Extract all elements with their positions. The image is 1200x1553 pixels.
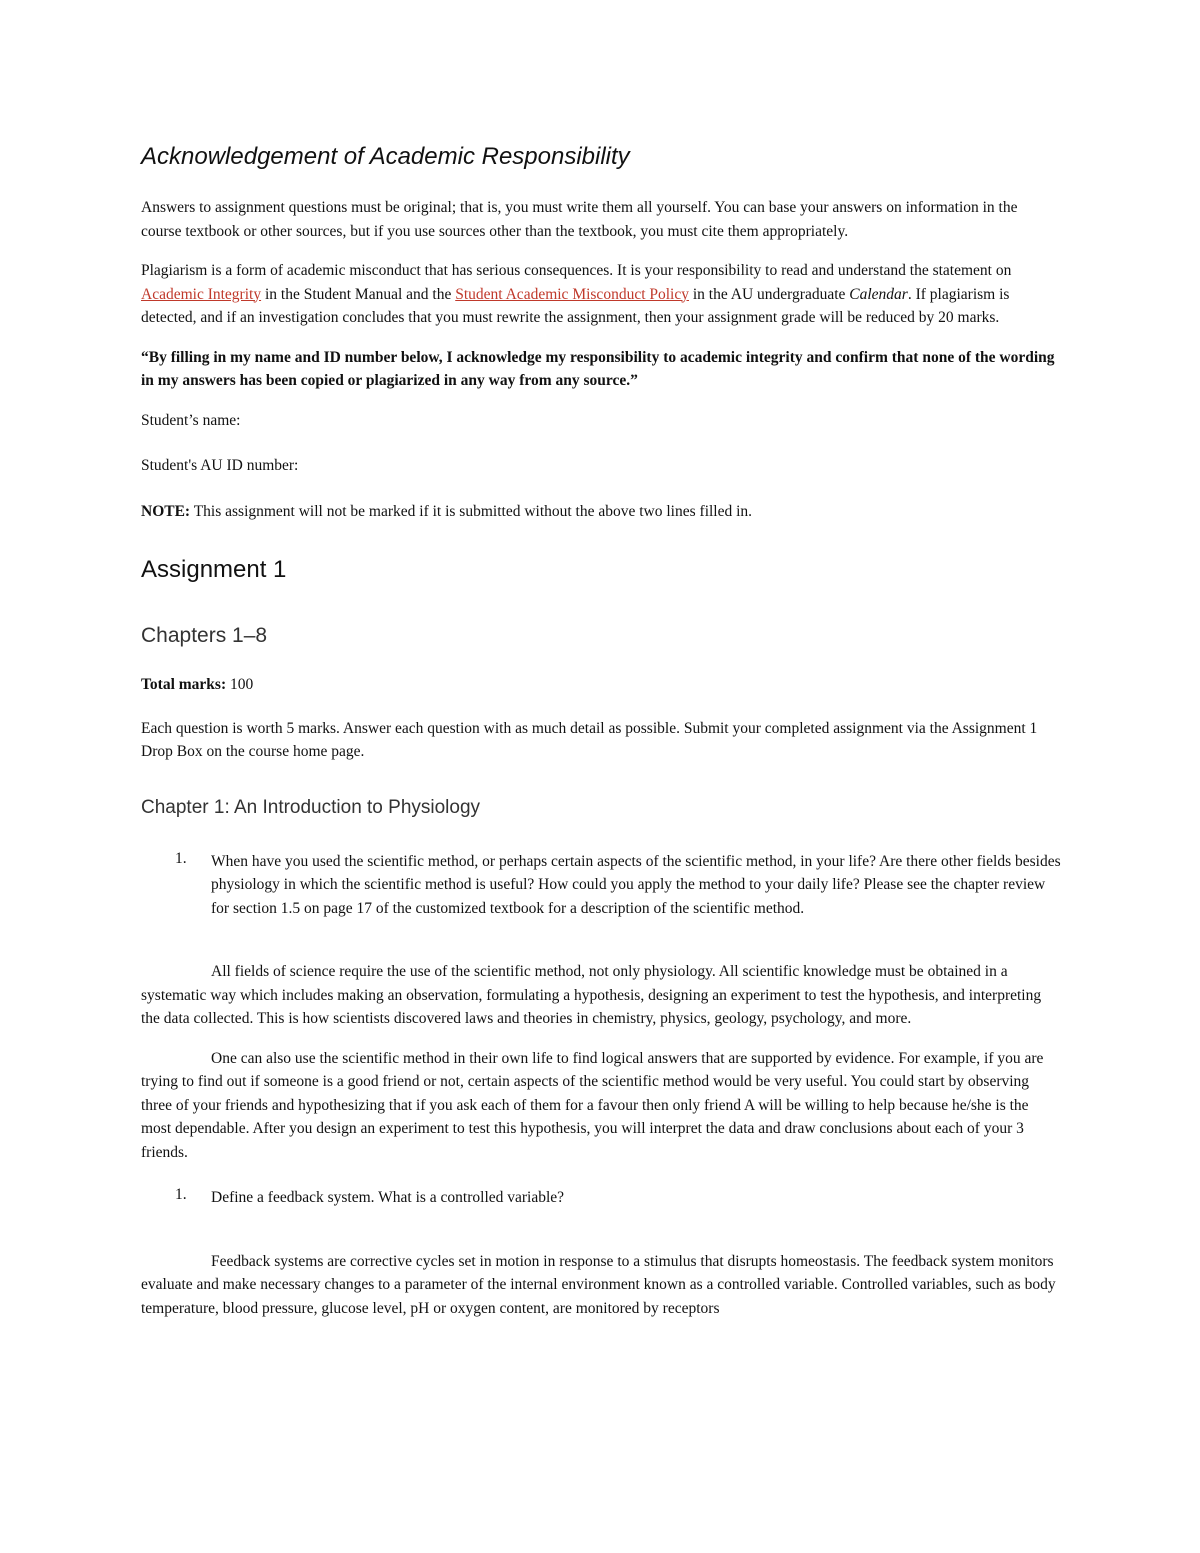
plagiarism-paragraph	[141, 259, 1061, 330]
plagiarism-text-d: . If plagiarism is detected, and if an investigation concludes that you must rewrite the assignment, then your assignment grade will be reduced by 20 marks.	[141, 285, 1010, 326]
assignment-title: Assignment 1	[141, 556, 287, 583]
question-2	[141, 1186, 1061, 1210]
assignment-instructions: Each question is worth 5 marks. Answer each question with as much detail as possible. Submit your completed assignment via the Assignment 1 Drop Box on the course home page.	[141, 719, 1038, 760]
note-label: NOTE:	[141, 502, 191, 520]
note-paragraph	[141, 500, 1061, 524]
question-1-number: 1.	[175, 849, 187, 867]
acknowledgement-heading: Acknowledgement of Academic Responsibility	[141, 143, 630, 170]
document-body	[141, 140, 1061, 1320]
question-2-text: Define a feedback system. What is a controlled variable?	[211, 1189, 565, 1206]
question-2-number: 1.	[175, 1186, 187, 1203]
total-marks-value: 100	[226, 676, 254, 693]
answer-1-paragraph-1: All fields of science require the use of the scientific method, not only physiology. All scientific knowledge must be obtained in a systematic way which includes making an observation, formulating a hypothesis, designing an experiment to test the hypothesis, and interpreting the data collected. This is how scientists discovered laws and theories in chemistry, physics, geology, psychology, and more.	[141, 963, 1042, 1027]
chapters-subtitle: Chapters 1–8	[141, 624, 268, 647]
total-marks-label: Total marks:	[141, 676, 227, 693]
question-1	[141, 850, 1061, 921]
plagiarism-text-a: Plagiarism is a form of academic misconduct that has serious consequences. It is your responsibility to read and understand the statement on	[141, 262, 1012, 279]
plagiarism-text-c: in the AU undergraduate	[689, 285, 850, 303]
chapter-1-heading: Chapter 1: An Introduction to Physiology	[141, 796, 481, 818]
question-1-text: When have you used the scientific method, or perhaps certain aspects of the scientific method, in your life? Are there other fields besides physiology in which the scientific method is useful? How could you apply the method to your daily life? Please see the chapter review for section 1.5 on page 17 of the customized textbook for a description of the scientific method.	[211, 852, 1061, 917]
answer-1-paragraph-2: One can also use the scientific method in their own life to find logical answers that are supported by evidence. For example, if you are trying to find out if someone is a good friend or not, certain aspects of the scientific method would be very useful. You could start by observing three of your friends and hypothesizing that if you ask each of them for a favour then only friend A will be willing to help because he/she is the most dependable. After you design an experiment to test this hypothesis, you will interpret the data and draw conclusions about each of your 3 friends.	[141, 1049, 1044, 1161]
student-id-label: Student's AU ID number:	[141, 457, 299, 474]
academic-integrity-link[interactable]: Academic Integrity	[141, 285, 262, 303]
answer-2-paragraph-1: Feedback systems are corrective cycles set in motion in response to a stimulus that disrupts homeostasis. The feedback system monitors evaluate and make necessary changes to a parameter of the internal environment known as a controlled variable. Controlled variables, such as body temperature, blood pressure, glucose level, pH or oxygen content, are monitored by receptors	[141, 1252, 1056, 1317]
plagiarism-text-b: in the Student Manual and the	[261, 285, 456, 303]
note-text: This assignment will not be marked if it is submitted without the above two lines filled in.	[190, 502, 753, 520]
total-marks	[141, 673, 1061, 697]
acknowledgement-statement: “By filling in my name and ID number below, I acknowledge my responsibility to academic integrity and confirm that none of the wording in my answers has been copied or plagiarized in any way from any source.”	[141, 348, 1055, 389]
calendar-text: Calendar	[849, 285, 908, 303]
originality-paragraph: Answers to assignment questions must be original; that is, you must write them all yourself. You can base your answers on information in the course textbook or other sources, but if you use sources other than the textbook, you must cite them appropriately.	[141, 199, 1018, 240]
student-name-label: Student’s name:	[141, 411, 241, 429]
misconduct-policy-link[interactable]: Student Academic Misconduct Policy	[455, 285, 689, 303]
